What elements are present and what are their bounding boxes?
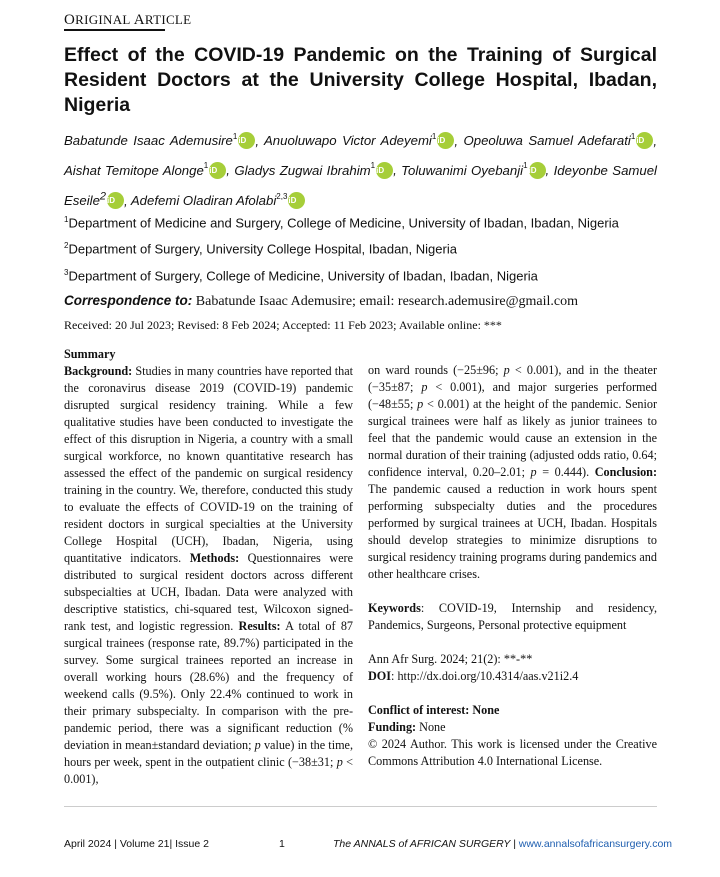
conflict-of-interest: Conflict of interest: None (368, 703, 500, 717)
citation: Ann Afr Surg. 2024; 21(2): **-** (368, 652, 533, 666)
license: © 2024 Author. This work is licensed under the Creative Commons Attribution 4.0 International License. (368, 737, 657, 768)
summary-paragraph-continued: on ward rounds (−25±96; p < 0.001), and in the theater (−35±87; p < 0.001), and major surgeries performed (−48±55; p < 0.001) at the height of the pandemic. Senior surgical trainees were half as likely as junior trainees to feel that the pandemic would cause an extension in the normal duration of their training (adjusted odds ratio, 0.64; confidence interval, 0.20–2.01; p = 0.444). Conclusion: The pandemic caused a reduction in work hours spent performing subspecialty duties and the procedures performed by surgical trainees at UCH, Ibadan. Hospitals should develop strategies to minimize disruptions to surgical residency training programs during pandemics and other healthcare crises. (368, 363, 658, 581)
orcid-icon[interactable]: iD (209, 162, 226, 179)
keywords: Keywords: COVID-19, Internship and residency, Pandemics, Surgeons, Personal protective equipment (368, 601, 657, 632)
author-list: Babatunde Isaac Ademusire$^1$iD , Anuoluwapo Victor Adeyemi$^1$iD , Opeoluwa Samuel Adefarati$^1$iD , Aishat Temitope Alonge$^1$iD , Gladys Zugwai Ibrahim$^1$iD , Toluwanimi Oyebanji$^1$iD , Ideyonbe Samuel Eseile$^2$iD , Adefemi Oladiran Afolabi$^{2,3}$iD (64, 132, 657, 209)
affiliation: $^1$Department of Medicine and Surgery, College of Medicine, University of Ibadan, Ibadan, Nigeria (64, 215, 619, 231)
funding: Funding: None (368, 720, 446, 734)
journal-url-link[interactable]: www.annalsofafricansurgery.com (518, 838, 673, 850)
author: Aishat Temitope Alonge$^1$iD (64, 163, 226, 178)
affiliation: $^3$Department of Surgery, College of Medicine, University of Ibadan, Ibadan, Nigeria (64, 267, 538, 283)
orcid-icon[interactable]: iD (107, 192, 124, 209)
correspondence (64, 293, 664, 310)
summary-right-column (368, 362, 657, 770)
affiliation: $^2$Department of Surgery, University College Hospital, Ibadan, Nigeria (64, 241, 457, 257)
orcid-icon[interactable]: iD (529, 162, 546, 179)
footer-journal: The ANNALS of AFRICAN SURGERY | www.annalsofafricansurgery.com (333, 838, 673, 850)
affiliations (64, 208, 664, 287)
author: Opeoluwa Samuel Adefarati$^1$iD (463, 133, 653, 148)
page-number: 1 (279, 838, 285, 850)
orcid-icon[interactable]: iD (376, 162, 393, 179)
author: Gladys Zugwai Ibrahim$^1$iD (234, 163, 393, 178)
author: Adefemi Oladiran Afolabi$^{2,3}$iD (131, 193, 306, 208)
orcid-icon[interactable]: iD (238, 132, 255, 149)
footer-issue: April 2024 | Volume 21| Issue 2 (64, 838, 209, 850)
orcid-icon[interactable]: iD (636, 132, 653, 149)
author: Ideyonbe Samuel Eseile$^2$iD (64, 162, 657, 209)
orcid-icon[interactable]: iD (437, 132, 454, 149)
doi: DOI: http://dx.doi.org/10.4314/aas.v21i2.4 (368, 669, 579, 683)
author: Toluwanimi Oyebanji$^1$iD (401, 163, 545, 178)
section-label: ORIGINAL ARTICLE (64, 12, 192, 28)
correspondence-text: Babatunde Isaac Ademusire; email: research.ademusire@gmail.com (195, 294, 578, 309)
author: Babatunde Isaac Ademusire$^1$iD (64, 133, 255, 148)
orcid-icon[interactable]: iD (288, 192, 305, 209)
author: Anuoluwapo Victor Adeyemi$^1$iD (264, 133, 454, 148)
footer-divider (64, 806, 657, 807)
summary-heading: Summary (64, 347, 116, 361)
summary-left-column (64, 346, 353, 788)
section-label-underline (64, 29, 165, 31)
correspondence-label: Correspondence to: (64, 293, 193, 308)
article-dates: Received: 20 Jul 2023; Revised: 8 Feb 2024; Accepted: 11 Feb 2023; Available online: *** (64, 318, 502, 332)
article-title: Effect of the COVID-19 Pandemic on the Training of Surgical Resident Doctors at the University College Hospital, Ibadan, Nigeria (64, 44, 657, 116)
summary-paragraph: Background: Studies in many countries have reported that the coronavirus disease 2019 (COVID-19) pandemic disrupted surgical residency training. While a few qualitative studies have been conducted to investigate the effect of this disruption in Nigeria, a country with a small surgical workforce, no known quantitative research has assessed the effect of the pandemic on surgical residency training in the country. We, therefore, conducted this study to evaluate the effects of COVID-19 on the training of resident doctors in surgical specialties at the University College Hospital (UCH), Ibadan, Nigeria, using quantitative indicators. Methods: Questionnaires were distributed to surgical resident doctors across different subspecialties at UCH, Ibadan. Data were analyzed with descriptive statistics, chi-squared test, Wilcoxon signed-rank test, and logistic regression. Results: A total of 87 surgical trainees (response rate, 89.7%) participated in the survey. Some surgical trainees reported an increase in overall working hours (28.6%) and the frequency of weekend calls (9.5%). Only 22.4% continued to work in their primary subspecialty. In comparison with the pre-pandemic period, there was a significant reduction (% deviation in mean±standard deviation; p value) in the time, hours per week, spent in the outpatient clinic (−38±31; p < 0.001), (64, 364, 354, 786)
